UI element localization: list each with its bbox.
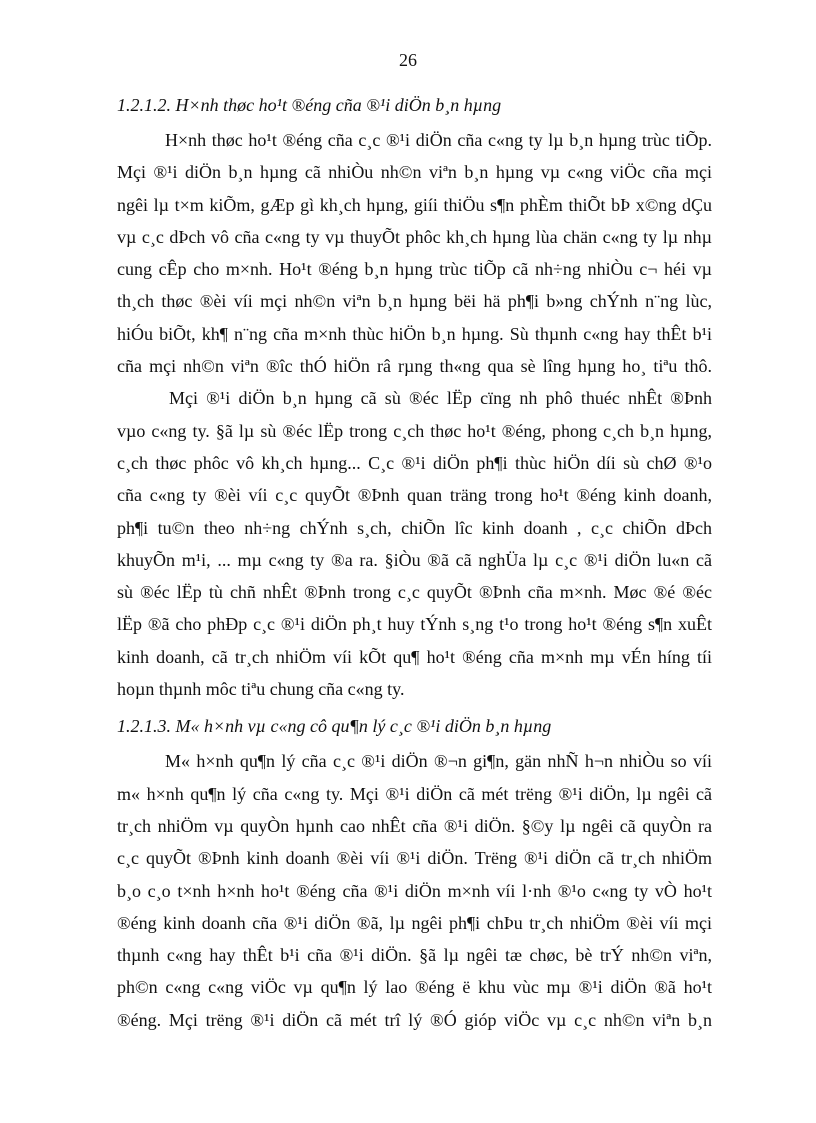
text-line: H×nh thøc ho¹t ®éng cña c¸c ®¹i diÖn cña c«ng ty lµ b¸n hµng trùc tiÕp. — [165, 130, 712, 150]
page-number: 26 — [399, 50, 417, 70]
text-line: M« h×nh qu¶n lý cña c¸c ®¹i diÖn ®¬n gi¶n, gän nhÑ h¬n nhiÒu so víi — [165, 751, 712, 772]
text-line: cña mçi nh©n viªn ®îc thÓ hiÖn râ rµng th«ng qua sè lîng hµng ho¸ tiªu thô. — [117, 356, 712, 377]
text-line: b¸o c¸o t×nh h×nh ho¹t ®éng cña ®¹i diÖn m×nh víi l·nh ®¹o c«ng ty vÒ ho¹t — [117, 880, 712, 901]
text-line: hiÓu biÕt, kh¶ n¨ng cña m×nh thùc hiÖn b¸n hµng. Sù thµnh c«ng hay thÊt b¹i — [117, 323, 712, 344]
text-line: cña c«ng ty ®èi víi c¸c quyÕt ®Þnh quan träng trong ho¹t ®éng kinh doanh, — [117, 485, 712, 506]
text-line: c¸c quyÕt ®Þnh kinh doanh ®èi víi ®¹i diÖn. Trëng ®¹i diÖn cã tr¸ch nhiÖm — [117, 848, 712, 869]
text-line: thµnh c«ng hay thÊt b¹i cña ®¹i diÖn. §ã lµ ngêi tæ chøc, bè trÝ nh©n viªn, — [117, 945, 712, 966]
paragraph — [117, 124, 712, 382]
section-gap — [117, 705, 712, 713]
text-line: cung cÊp cho m×nh. Ho¹t ®éng b¸n hµng trùc tiÕp cã nh÷ng nhiÒu c¬ héi vµ — [117, 259, 712, 280]
paragraph — [117, 382, 712, 705]
text-line: Mçi ®¹i diÖn b¸n hµng cã sù ®éc lËp cïng nh phô thuéc nhÊt ®Þnh — [169, 388, 712, 409]
text-line: ®éng kinh doanh cña ®¹i diÖn ®ã, lµ ngêi ph¶i chÞu tr¸ch nhiÖm ®èi víi mçi — [117, 912, 712, 933]
paragraph — [117, 745, 712, 1036]
text-line: c¸ch thøc phôc vô kh¸ch hµng... C¸c ®¹i diÖn ph¶i thùc hiÖn díi sù chØ ®¹o — [117, 452, 712, 473]
page-content — [117, 92, 712, 1036]
text-line: tr¸ch nhiÖm vµ quyÒn hµnh cao nhÊt cña ®¹i diÖn. §©y lµ ngêi cã quyÒn ra — [117, 815, 712, 836]
text-line: ®éng. Mçi trëng ®¹i diÖn cã mét trî lý ®Ó gióp viÖc vµ c¸c nh©n viªn b¸n — [117, 1009, 712, 1030]
text-line: th¸ch thøc ®èi víi mçi nh©n viªn b¸n hµng bëi hä ph¶i b»ng chÝnh n¨ng lùc, — [117, 291, 712, 312]
text-line: m« h×nh qu¶n lý cña c«ng ty. Mçi ®¹i diÖn cã mét trëng ®¹i diÖn, lµ ngêi cã — [117, 783, 712, 804]
text-line: hoµn thµnh môc tiªu chung cña c«ng ty. — [117, 679, 405, 700]
text-line: sù ®éc lËp tù chñ nhÊt ®Þnh trong c¸c quyÕt ®Þnh cña m×nh. Møc ®é ®éc — [117, 582, 712, 603]
text-line: Mçi ®¹i diÖn b¸n hµng cã nhiÒu nh©n viªn b¸n hµng vµ c«ng viÖc cña mçi — [117, 162, 712, 183]
text-line: vµ c¸c dÞch vô cña c«ng ty vµ thuyÕt phôc kh¸ch hµng lùa chän c«ng ty lµ nhµ — [117, 226, 712, 247]
section-heading: 1.2.1.2. H×nh thøc ho¹t ®éng cña ®¹i diÖn b¸n hµng — [117, 95, 502, 115]
text-line: ngêi lµ t×m kiÕm, gÆp gì kh¸ch hµng, giíi thiÖu s¶n phÈm thiÕt bÞ x©ng dÇu — [117, 194, 712, 215]
text-line: ph¶i tu©n theo nh÷ng chÝnh s¸ch, chiÕn lîc kinh doanh , c¸c chiÕn dÞch — [117, 517, 712, 538]
text-line: khuyÕn m¹i, ... mµ c«ng ty ®a ra. §iÒu ®ã cã nghÜa lµ c¸c ®¹i diÖn lu«n cã — [117, 549, 712, 570]
text-line: lËp ®ã cho phÐp c¸c ®¹i diÖn ph¸t huy tÝnh s¸ng t¹o trong ho¹t ®éng s¶n xuÊt — [117, 614, 712, 635]
text-line: kinh doanh, cã tr¸ch nhiÖm víi kÕt qu¶ ho¹t ®éng cña m×nh mµ vÉn híng tíi — [117, 646, 712, 667]
text-line: vµo c«ng ty. §ã lµ sù ®éc lËp trong c¸ch thøc ho¹t ®éng, phong c¸ch b¸n hµng, — [117, 420, 712, 441]
text-line: ph©n c«ng c«ng viÖc vµ qu¶n lý lao ®éng ë khu vùc mµ ®¹i diÖn ®ã ho¹t — [117, 977, 712, 998]
section-heading: 1.2.1.3. M« h×nh vµ c«ng cô qu¶n lý c¸c ®¹i diÖn b¸n hµng — [117, 716, 552, 737]
